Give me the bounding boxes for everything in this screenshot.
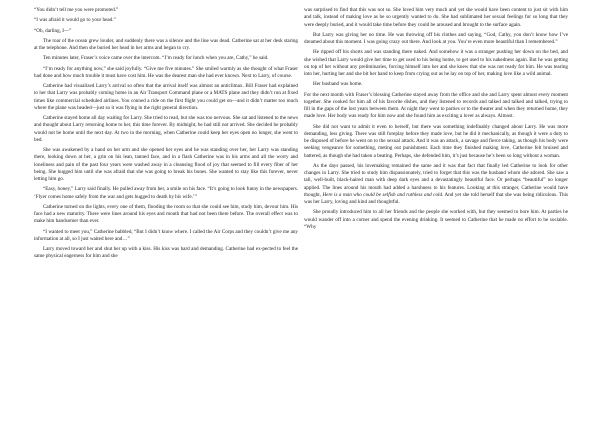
paragraph: was surprised to find that this was not so. She loved him very much and yet she would have been content to just sit with him and talk, instead of making love as he so urgently wanted to do. She had sublimated her sexual feelings for so long that they were deeply buried, and it would take time before they could be aroused and brought to the surface again. — [304, 7, 568, 28]
paragraph: She proudly introduced him to all her friends and the people she worked with, but they seemed to bore him. At parties he would wander off into a corner and spend the evening drinking. It seemed to Catherine that he made no effort to be sociable. “Why — [304, 209, 568, 230]
left-column — [34, 7, 298, 264]
paragraph: Catherine stayed home all day waiting for Larry. She tried to read, but she was too nervous. She sat and listened to the news and thought about Larry returning home to her, this time forever. By midnight, he had still not arrived. She decided he probably would not be home until the next day. At two in the morning, when Catherine could keep her eyes open no longer, she went to bed. — [34, 115, 298, 143]
paragraph: Her husband was home. — [313, 81, 363, 88]
paragraph: But Larry was giving her no time. He was throwing off his clothes and saying, “God, Cathy, you don’t know how I’ve dreamed about this moment. I was going crazy out there. And look at you. You’re even more beautiful than I remembered.” — [304, 31, 568, 45]
paragraph: “I wanted to meet you,” Catherine babbled, “But I didn’t know where. I called the Air Corps and they couldn’t give me any information at all, so I just waited here and…” — [34, 228, 298, 242]
paragraph: He ripped off his shorts and was standing there naked. And somehow it was a stranger pushing her down on the bed, and she wished that Larry would give her time to get used to his being home, to get used to his nakedness again. But he was getting on top of her without any preliminaries, forcing himself into her and she knew that she was not ready for him. He was tearing into her, hurting her and she bit her hand to keep from crying out as he lay on top of her, making love like a wild animal. — [304, 49, 568, 77]
right-column — [304, 7, 568, 234]
paragraph: The roar of the ocean grew louder, and suddenly there was a silence and the line was dead. Catherine sat at her desk staring at the telephone. And then she buried her head in her arms and began to cry. — [34, 37, 298, 51]
paragraph: “You didn’t tell me you were promoted.” — [34, 7, 119, 13]
paragraph: For the next month with Fraser’s blessing Catherine stayed away from the office and she and Larry spent almost every moment together. She cooked for him all of his favorite dishes, and they listened to records and talked and talked and talked, trying to fill in the gaps of the lost years between them. At night they went to parties or to the theater and when they returned home, they made love. Her body was ready for him now and she found him as exciting a lover as always. Almost. — [304, 91, 568, 120]
paragraph: She was awakened by a hand on her arm and she opened her eyes and he was standing over her, her Larry was standing there, looking down at her, a grin on his lean, tanned face, and in a flash Catherine was in his arms and all the worry and loneliness and pain of the past four years were washed away in a cleansing flood of joy that seemed to fill every fiber of her being. She hugged him until she was afraid that she was going to break his bones. She wanted to stay like this forever, never letting him go. — [34, 147, 298, 182]
paragraph: Larry moved toward her and shut her up with a kiss. His kiss was hard and demanding. Catherine had ex-pected to feel the same physical eagerness for him and she — [34, 246, 298, 260]
paragraph: “Easy, honey,” Larry said finally. He pulled away from her, a smile on his face. “It’s going to look funny in the newspapers. ‘Flyer comes home safely from the war and gets hugged to death by his wife.’” — [34, 186, 298, 200]
paragraph: Catherine turned on the lights, every one of them, flooding the room so that she could see him, study him, devour him. His face had a new maturity. There were lines around his eyes and mouth that had not been there before. The overall effect was to make him handsomer than ever. — [34, 203, 298, 225]
paragraph: Ten minutes later, Fraser’s voice came over the intercom. “I’m ready for lunch when you are, Cathy,” he said. — [43, 55, 269, 62]
paragraph: “I was afraid it would go to your head.” — [34, 17, 116, 24]
paragraph: “Oh, darling, I—” — [34, 27, 72, 34]
paragraph: “I’m ready for anything now,” she said joyfully. “Give me five minutes.” She smiled warmly as she thought of what Fraser had done and how much trouble it must have cost him. He was the dearest man she had ever known. Next to Larry, of course. — [34, 65, 298, 79]
paragraph: She did not want to admit it even to herself, but there was something indefinably changed about Larry. He was more demanding, less giving. There was still foreplay before they made love, but he did it mechanically, as though it were a duty to be disposed of before he went on to the sexual attack. And it was an attack, a savage and fierce taking, as though his body were seeking vengeance for something, meting out punishment. Each time they finished making love, Catherine felt bruised and battered, as though she had taken a beating. Perhaps, she defended him, it’s just because he’s been so long without a woman. — [304, 123, 568, 159]
paragraph: Catherine had visualized Larry’s arrival so often that the arrival itself was almost an anticlimax. Bill Fraser had explained to her that Larry was probably coming home in an Air Transport Command plane or a MATS plane and they didn’t run at fixed times like commercial scheduled airlines. You conned a ride on the first flight you could get on—and it didn’t matter too much where the plane was headed—just so it was flying in the right general direction. — [34, 83, 298, 111]
paragraph: As the days passed, his lovemaking remained the same and it was that fact that finally led Catherine to look for other changes in Larry. She tried to study him dispassionately, tried to forget that this was the husband whom she adored. She saw a tall, well-built, black-haired man with deep dark eyes and a devastatingly beautiful face. Or perhaps “beautiful” no longer applied. The lines around his mouth had added a harshness to his features. Looking at this stranger, Catherine would have thought, Here is a man who could be selfish and ruthless and cold. And yet she told herself that she was being ridiculous. This was her Larry, loving and kind and thoughtful. — [304, 162, 568, 205]
